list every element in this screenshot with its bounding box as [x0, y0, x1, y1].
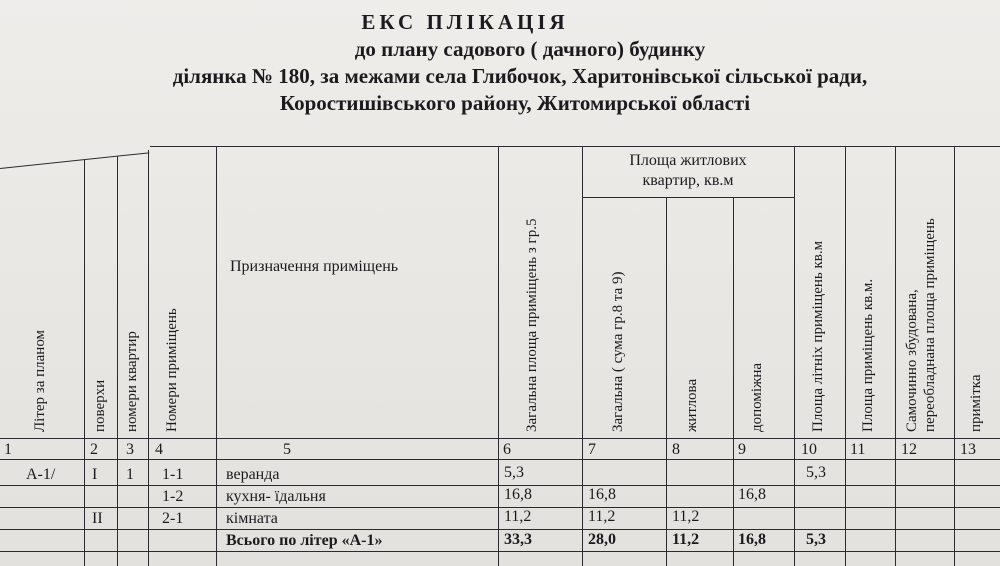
- header-premises-area: Площа приміщень кв.м.: [860, 278, 876, 432]
- col-divider-7: [666, 197, 667, 566]
- total-area: 33,3: [504, 531, 532, 548]
- total-summer: 5,3: [806, 531, 826, 548]
- cell-room: 1-2: [162, 488, 184, 505]
- cell-total: 5,3: [504, 464, 524, 481]
- col-divider-6: [582, 146, 583, 566]
- cell-room: 2-1: [162, 510, 184, 527]
- column-number: 4: [155, 441, 163, 458]
- header-unauthorized-area-line1: Самочинно збудована,: [904, 289, 920, 432]
- cell-living: 11,2: [672, 508, 700, 525]
- document-region-line: Коростишівського району, Житомирської області: [279, 91, 751, 115]
- cell-total: 16,8: [504, 486, 532, 503]
- col-divider-2: [117, 156, 118, 566]
- header-apartment-numbers: номери квартир: [124, 331, 140, 432]
- col-divider-1: [84, 160, 85, 566]
- cell-total: 11,2: [504, 508, 532, 525]
- cell-room: 1-1: [162, 466, 184, 483]
- row-divider-4: [0, 551, 1000, 552]
- column-number: 5: [283, 441, 291, 458]
- column-number: 9: [738, 441, 746, 458]
- cell-auxiliary: 16,8: [738, 486, 766, 503]
- cell-purpose: кухня- їдальня: [226, 488, 326, 505]
- cell-summer: 5,3: [806, 464, 826, 481]
- header-room-numbers: Номери приміщень: [164, 308, 180, 432]
- col-divider-12: [954, 146, 955, 566]
- total-living: 11,2: [672, 531, 700, 548]
- total-label: Всього по літер «А-1»: [226, 532, 383, 549]
- column-number: 11: [850, 441, 866, 458]
- group-header-divider: [582, 197, 794, 198]
- document-title: ЕКС ПЛІКАЦІЯ: [361, 10, 569, 34]
- header-living: житлова: [684, 378, 700, 432]
- row-divider-2: [0, 507, 1000, 508]
- col-divider-3: [148, 150, 149, 566]
- header-floors: поверхи: [92, 379, 108, 432]
- column-number-row-top: [0, 438, 1000, 439]
- column-number: 13: [960, 441, 976, 458]
- column-number: 7: [588, 441, 596, 458]
- col-divider-8: [733, 197, 734, 566]
- cell-purpose: кімната: [226, 510, 278, 527]
- col-divider-4: [216, 146, 217, 566]
- row-divider-1: [0, 485, 1000, 486]
- header-liter: Літер за планом: [32, 329, 48, 432]
- column-number-row-bottom: [0, 459, 1000, 460]
- col-divider-5: [498, 146, 499, 566]
- document-subtitle: до плану садового ( дачного) будинку: [354, 37, 706, 61]
- col-divider-10: [845, 146, 846, 566]
- header-apartment-total: Загальна ( сума гр.8 та 9): [610, 271, 626, 432]
- cell-purpose: веранда: [226, 466, 280, 483]
- cell-apt-total: 11,2: [588, 508, 616, 525]
- header-total-area: Загальна площа приміщень з гр.5: [524, 218, 540, 432]
- column-number: 12: [901, 441, 917, 458]
- column-number: 2: [90, 441, 98, 458]
- cell-liter: А-1/: [26, 466, 56, 483]
- column-number: 10: [801, 441, 817, 458]
- column-number: 3: [126, 441, 134, 458]
- cell-floor: І: [92, 466, 98, 483]
- column-number: 6: [503, 441, 511, 458]
- row-divider-3: [0, 529, 1000, 530]
- header-unauthorized-area-line2: переобладнана площа приміщень: [922, 218, 938, 432]
- document-location-line: ділянка № 180, за межами села Глибочок, Харитонівської сільської ради,: [172, 64, 868, 88]
- cell-floor: ІІ: [92, 510, 103, 527]
- col-divider-11: [895, 146, 896, 566]
- table-top-border-left: [0, 152, 149, 169]
- cell-apt-total: 16,8: [588, 486, 616, 503]
- header-note: примітка: [968, 374, 984, 432]
- header-group-living-area-line1: Площа житлових: [629, 152, 747, 169]
- table-top-border: [150, 146, 1000, 147]
- col-divider-9: [794, 146, 795, 566]
- header-auxiliary: допоміжна: [749, 362, 765, 432]
- total-auxiliary: 16,8: [738, 531, 766, 548]
- column-number: 1: [4, 441, 12, 458]
- header-group-living-area-line2: квартир, кв.м: [642, 172, 734, 189]
- column-number: 8: [672, 441, 680, 458]
- cell-apartment: 1: [126, 466, 134, 483]
- total-apt-area: 28,0: [588, 531, 616, 548]
- header-summer-area: Площа літніх приміщень кв.м: [810, 240, 826, 432]
- header-room-purpose: Призначення приміщень: [230, 258, 399, 275]
